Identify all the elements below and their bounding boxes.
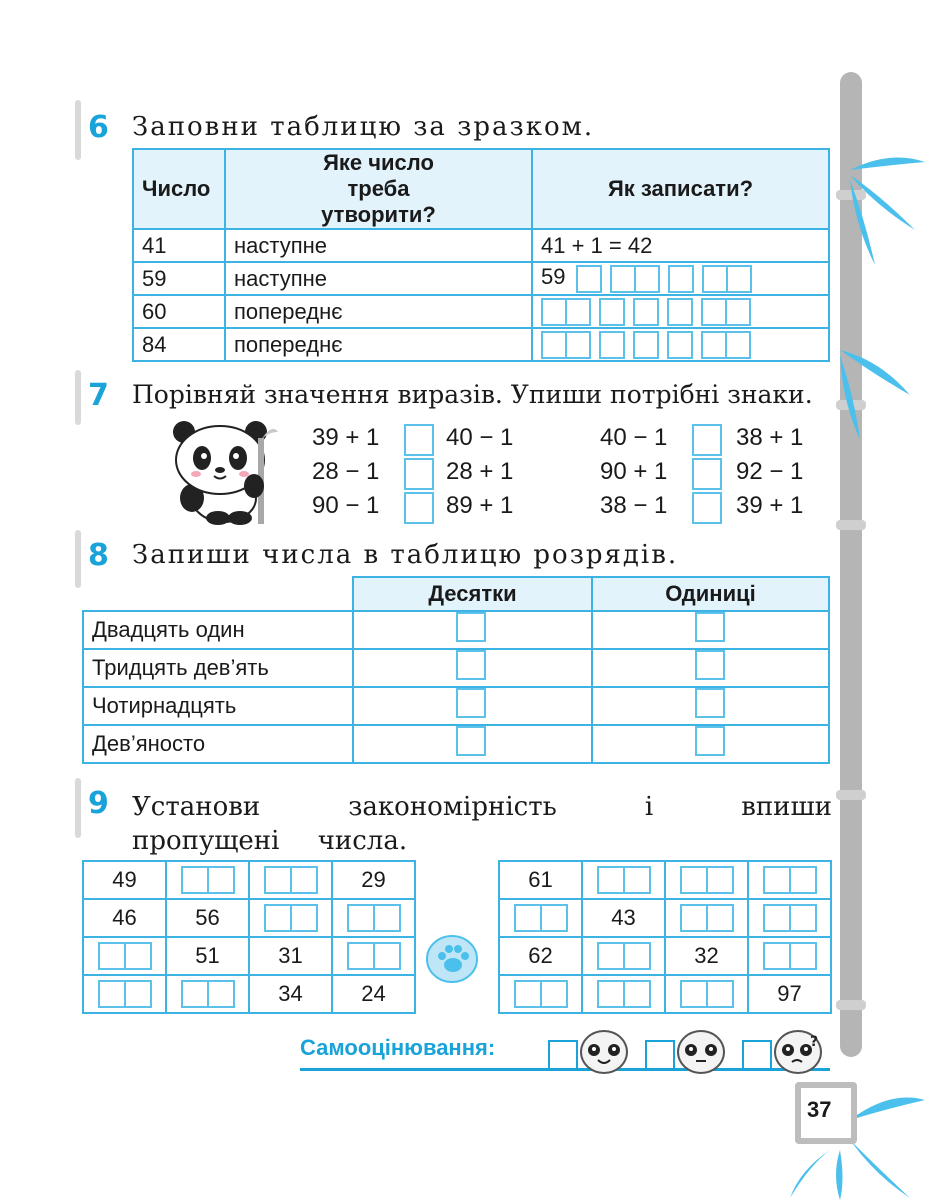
expression: 90 − 1 bbox=[312, 492, 380, 519]
pattern-number-cell: 56 bbox=[166, 899, 249, 937]
sign-input-box[interactable] bbox=[404, 492, 434, 524]
missing-number-cell[interactable] bbox=[665, 861, 748, 899]
answer-box-group[interactable] bbox=[702, 264, 752, 292]
pattern-number-cell: 43 bbox=[582, 899, 665, 937]
table-row bbox=[133, 229, 829, 262]
column-header: Десятки bbox=[353, 577, 592, 611]
expression: 39 + 1 bbox=[312, 424, 380, 451]
pattern-row bbox=[499, 899, 831, 937]
answer-box-group[interactable] bbox=[633, 297, 659, 325]
task-7-number: 7 bbox=[88, 378, 109, 413]
units-input-box[interactable] bbox=[695, 688, 725, 718]
task-9-left-grid bbox=[82, 860, 416, 1014]
pattern-row bbox=[83, 975, 415, 1013]
paw-print-icon bbox=[425, 932, 479, 986]
page-number: 37 bbox=[807, 1097, 832, 1122]
table-row bbox=[83, 687, 829, 725]
answer-box-group[interactable] bbox=[667, 297, 693, 325]
answer-box-group[interactable] bbox=[668, 264, 694, 292]
self-assessment-label: Самооцінювання: bbox=[300, 1035, 496, 1060]
units-input-box[interactable] bbox=[695, 726, 725, 756]
pattern-number-cell: 29 bbox=[332, 861, 415, 899]
task-6-table bbox=[132, 148, 830, 362]
task-marker bbox=[75, 778, 81, 838]
panda-confused-face-icon bbox=[774, 1030, 822, 1074]
answer-cell bbox=[532, 262, 829, 295]
pattern-number-cell: 24 bbox=[332, 975, 415, 1013]
missing-number-cell[interactable] bbox=[83, 937, 166, 975]
missing-number-cell[interactable] bbox=[332, 899, 415, 937]
task-marker bbox=[75, 530, 81, 588]
task-8-table bbox=[82, 576, 830, 764]
bamboo-leaves-icon bbox=[820, 340, 920, 450]
column-header: Одиниці bbox=[592, 577, 829, 611]
sign-input-box[interactable] bbox=[404, 458, 434, 490]
panda-happy-face-icon bbox=[580, 1030, 628, 1074]
bamboo-node bbox=[836, 1000, 866, 1010]
answer-cell bbox=[532, 328, 829, 361]
panda-icon bbox=[162, 418, 282, 528]
comparison-area bbox=[312, 424, 832, 524]
pattern-number-cell: 31 bbox=[249, 937, 332, 975]
kind-cell: наступне bbox=[225, 262, 532, 295]
empty-corner bbox=[83, 577, 353, 611]
missing-number-cell[interactable] bbox=[665, 975, 748, 1013]
number-cell: 59 bbox=[133, 262, 225, 295]
task-6-number: 6 bbox=[88, 110, 109, 145]
task-8-number: 8 bbox=[88, 538, 109, 573]
sign-input-box[interactable] bbox=[692, 424, 722, 456]
pattern-number-cell: 49 bbox=[83, 861, 166, 899]
table-row bbox=[83, 725, 829, 763]
pattern-row bbox=[499, 937, 831, 975]
answer-box-group[interactable] bbox=[633, 330, 659, 358]
missing-number-cell[interactable] bbox=[748, 899, 831, 937]
missing-number-cell[interactable] bbox=[748, 861, 831, 899]
self-assessment-box[interactable] bbox=[742, 1040, 772, 1070]
missing-number-cell[interactable] bbox=[166, 975, 249, 1013]
panda-neutral-face-icon bbox=[677, 1030, 725, 1074]
prefix-number: 59 bbox=[541, 264, 566, 290]
expression: 40 − 1 bbox=[600, 424, 668, 451]
bamboo-node bbox=[836, 520, 866, 530]
self-assessment-box[interactable] bbox=[548, 1040, 578, 1070]
task-8-instruction: Запиши числа в таблицю розрядів. bbox=[132, 540, 679, 570]
answer-box-group[interactable] bbox=[576, 264, 602, 292]
answer-box-group[interactable] bbox=[667, 330, 693, 358]
task-9-right-grid bbox=[498, 860, 832, 1014]
expression: 40 − 1 bbox=[446, 424, 514, 451]
missing-number-cell[interactable] bbox=[249, 861, 332, 899]
sign-input-box[interactable] bbox=[404, 424, 434, 456]
tens-input-box[interactable] bbox=[456, 612, 486, 642]
bamboo-leaves-icon bbox=[820, 140, 930, 280]
answer-box-group[interactable] bbox=[701, 297, 751, 325]
task-6-instruction: Заповни таблицю за зразком. bbox=[132, 112, 595, 142]
expression: 92 − 1 bbox=[736, 458, 804, 485]
self-assessment-box[interactable] bbox=[645, 1040, 675, 1070]
task-7-instruction: Порівняй значення виразів. Упиши потрібні знаки. bbox=[132, 380, 813, 409]
missing-number-cell[interactable] bbox=[499, 899, 582, 937]
missing-number-cell[interactable] bbox=[249, 899, 332, 937]
expression: 38 − 1 bbox=[600, 492, 668, 519]
table-row bbox=[133, 262, 829, 295]
expression: 28 − 1 bbox=[312, 458, 380, 485]
answer-box-group[interactable] bbox=[701, 330, 751, 358]
expression: 90 + 1 bbox=[600, 458, 668, 485]
missing-number-cell[interactable] bbox=[665, 899, 748, 937]
task-marker bbox=[75, 100, 81, 160]
sign-input-box[interactable] bbox=[692, 492, 722, 524]
table-row bbox=[83, 611, 829, 649]
task-9-instruction: Установи закономірність і впиши пропущені числа. bbox=[132, 792, 832, 856]
column-header: Як записати? bbox=[532, 149, 829, 229]
row-label: Чотирнадцять bbox=[83, 687, 353, 725]
pattern-row bbox=[83, 937, 415, 975]
tens-input-box[interactable] bbox=[456, 726, 486, 756]
pattern-number-cell: 34 bbox=[249, 975, 332, 1013]
missing-number-cell[interactable] bbox=[582, 861, 665, 899]
row-label: Дев’яносто bbox=[83, 725, 353, 763]
task-marker bbox=[75, 370, 81, 425]
expression: 28 + 1 bbox=[446, 458, 514, 485]
pattern-row bbox=[499, 975, 831, 1013]
row-label: Двадцять один bbox=[83, 611, 353, 649]
pattern-number-cell: 32 bbox=[665, 937, 748, 975]
example-cell: 41 + 1 = 42 bbox=[532, 229, 829, 262]
column-header: Число bbox=[133, 149, 225, 229]
pattern-number-cell: 46 bbox=[83, 899, 166, 937]
table-row bbox=[83, 649, 829, 687]
pattern-row bbox=[83, 899, 415, 937]
expression: 89 + 1 bbox=[446, 492, 514, 519]
units-input-box[interactable] bbox=[695, 650, 725, 680]
svg-text:?: ? bbox=[810, 1034, 819, 1050]
expression: 39 + 1 bbox=[736, 492, 804, 519]
task-9-number: 9 bbox=[88, 786, 109, 821]
pattern-number-cell: 62 bbox=[499, 937, 582, 975]
answer-box-group[interactable] bbox=[599, 297, 625, 325]
missing-number-cell[interactable] bbox=[499, 975, 582, 1013]
kind-cell: попереднє bbox=[225, 295, 532, 328]
number-cell: 84 bbox=[133, 328, 225, 361]
number-cell: 60 bbox=[133, 295, 225, 328]
tens-input-box[interactable] bbox=[456, 650, 486, 680]
answer-box-group[interactable] bbox=[541, 330, 591, 358]
missing-number-cell[interactable] bbox=[748, 937, 831, 975]
pattern-number-cell: 51 bbox=[166, 937, 249, 975]
answer-box-group[interactable] bbox=[610, 264, 660, 292]
answer-box-group[interactable] bbox=[541, 297, 591, 325]
units-input-box[interactable] bbox=[695, 612, 725, 642]
column-header: Яке число треба утворити? bbox=[225, 149, 532, 229]
kind-cell: попереднє bbox=[225, 328, 532, 361]
table-row bbox=[133, 295, 829, 328]
number-cell: 41 bbox=[133, 229, 225, 262]
answer-cell bbox=[532, 295, 829, 328]
pattern-number-cell: 97 bbox=[748, 975, 831, 1013]
sign-input-box[interactable] bbox=[692, 458, 722, 490]
bamboo-node bbox=[836, 790, 866, 800]
missing-number-cell[interactable] bbox=[582, 975, 665, 1013]
tens-input-box[interactable] bbox=[456, 688, 486, 718]
expression: 38 + 1 bbox=[736, 424, 804, 451]
missing-number-cell[interactable] bbox=[166, 861, 249, 899]
pattern-number-cell: 61 bbox=[499, 861, 582, 899]
missing-number-cell[interactable] bbox=[582, 937, 665, 975]
row-label: Тридцять дев’ять bbox=[83, 649, 353, 687]
missing-number-cell[interactable] bbox=[332, 937, 415, 975]
answer-box-group[interactable] bbox=[599, 330, 625, 358]
pattern-row bbox=[83, 861, 415, 899]
missing-number-cell[interactable] bbox=[83, 975, 166, 1013]
pattern-row bbox=[499, 861, 831, 899]
kind-cell: наступне bbox=[225, 229, 532, 262]
table-row bbox=[133, 328, 829, 361]
